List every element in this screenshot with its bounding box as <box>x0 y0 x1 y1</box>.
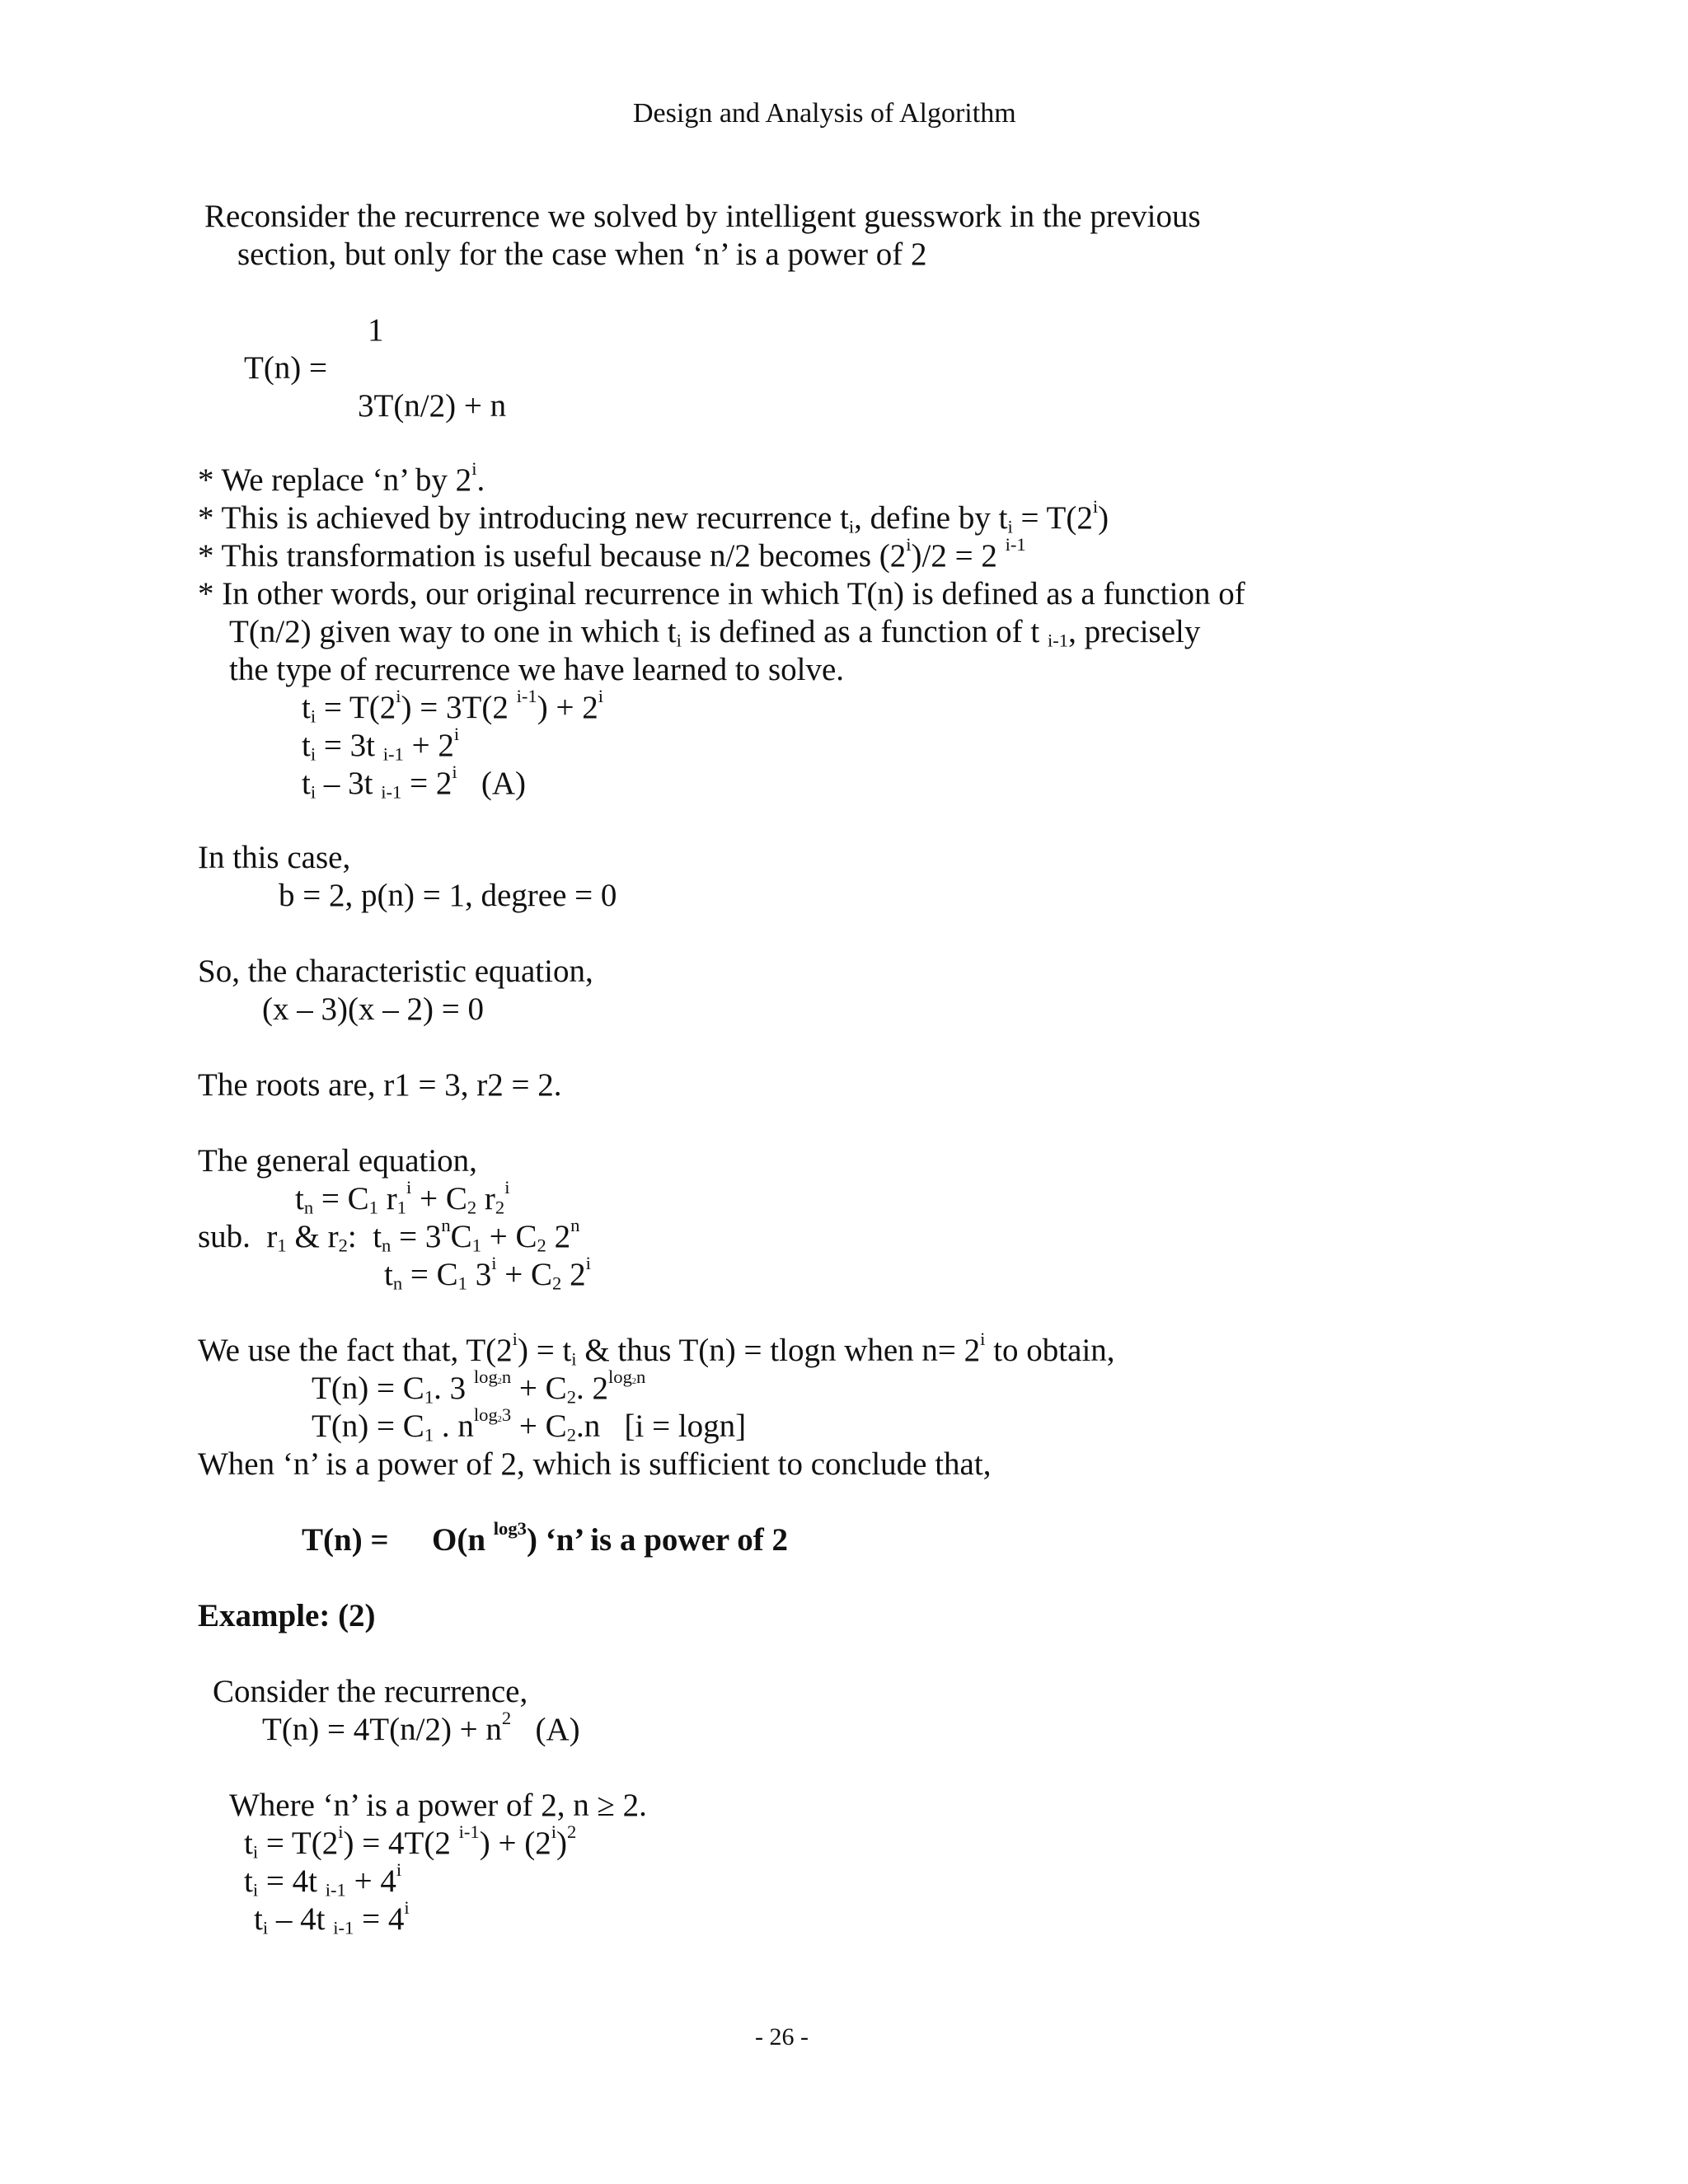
general-eq-1: $t_n = C_1$ $r_1^i + C_2$ $r_2^i$ <box>295 1176 510 1218</box>
page-number: - 26 - <box>755 2023 809 2050</box>
char-eq-label: So, the characteristic equation, <box>198 954 593 989</box>
example-eq-2: $t_i = 4t$ $_{i-1} + 4^i$ <box>244 1858 402 1900</box>
bullet-2: * This is achieved by introducing new recurrence $t_i$, define by $t_i = T(2^i)$ <box>198 495 1109 537</box>
general-eq-2: sub. $r_1$ & $r_2$: $t_n = 3^nC_1 + C_2$ 2$^n$ <box>198 1214 580 1256</box>
case-values: b = 2, p(n) = 1, degree = 0 <box>279 878 617 913</box>
case-label: In this case, <box>198 840 351 875</box>
example-where: Where ‘n’ is a power of 2, n ≥ 2. <box>229 1788 647 1823</box>
result-lhs: T(n) = <box>302 1522 389 1558</box>
derivation-1-line-1: $t_i = T(2^i) = 3T(2$ $^{i-1}) + 2^i$ <box>302 685 603 727</box>
roots-text: The roots are, r1 = 3, r2 = 2. <box>198 1067 562 1103</box>
fact-eq-1: $T(n) = C_1$. 3 $^{log2n} + C_2$. $2^{log2n}$ <box>312 1366 646 1408</box>
bullet-4-line-2: T(n/2) given way to one in which $t_i$ is defined as a function of t $_{i-1}$, precisely <box>229 614 1201 651</box>
derivation-1-line-2: $t_i = 3t$ $_{i-1} + 2^i$ <box>302 723 460 765</box>
example-title: Example: (2) <box>198 1598 376 1633</box>
result-rhs: O(n $^{log3}$) ‘n’ is a power of 2 <box>432 1517 788 1558</box>
example-eq-1: $t_i = T(2^i) = 4T(2$ $^{i-1}) + (2^i)^2$ <box>244 1821 577 1863</box>
recurrence-lhs: T(n) = <box>244 350 328 386</box>
bullet-4-line-1: * In other words, our original recurrence in which T(n) is defined as a function of <box>198 576 1245 612</box>
bullet-1: * We replace ‘n’ by 2$^i$. <box>198 457 485 498</box>
recurrence-case-1: 1 <box>368 312 384 348</box>
example-recurrence: $T(n) = 4T(n/2) + n^2$ (A) <box>262 1707 580 1747</box>
general-label: The general equation, <box>198 1143 477 1179</box>
intro-line-2: section, but only for the case when ‘n’ is a power of 2 <box>237 237 927 272</box>
char-eq-equation: (x – 3)(x – 2) = 0 <box>262 991 484 1027</box>
derivation-1-line-3: $t_i - 3t$ $_{i-1} = 2^i$ (A) <box>302 761 527 803</box>
bullet-4-line-3: the type of recurrence we have learned to solve. <box>229 652 845 687</box>
fact-eq-2: $T(n) = C_1$ . $n^{log23} + C_2.n$ [i = logn] <box>312 1404 747 1446</box>
conclusion-line: When ‘n’ is a power of 2, which is sufficient to conclude that, <box>198 1446 992 1482</box>
intro-line-1: Reconsider the recurrence we solved by intelligent guesswork in the previous <box>204 199 1201 234</box>
bullet-3: * This transformation is useful because n/2 becomes $(2^i)/2 = 2$ $^{i-1}$ <box>198 533 1026 574</box>
page-header: Design and Analysis of Algorithm <box>633 98 1016 129</box>
fact-line: We use the fact that, $T(2^i) = t_i$ & thus T(n) = tlogn when $n= 2^i$ to obtain, <box>198 1328 1115 1370</box>
general-eq-3: $t_n = C_1$ $3^i + C_2$ 2$^i$ <box>384 1252 591 1294</box>
example-consider: Consider the recurrence, <box>213 1674 528 1709</box>
recurrence-case-2: 3T(n/2) + n <box>358 388 507 424</box>
example-eq-3: $t_i - 4t$ $_{i-1} = 4^i$ <box>254 1896 410 1938</box>
